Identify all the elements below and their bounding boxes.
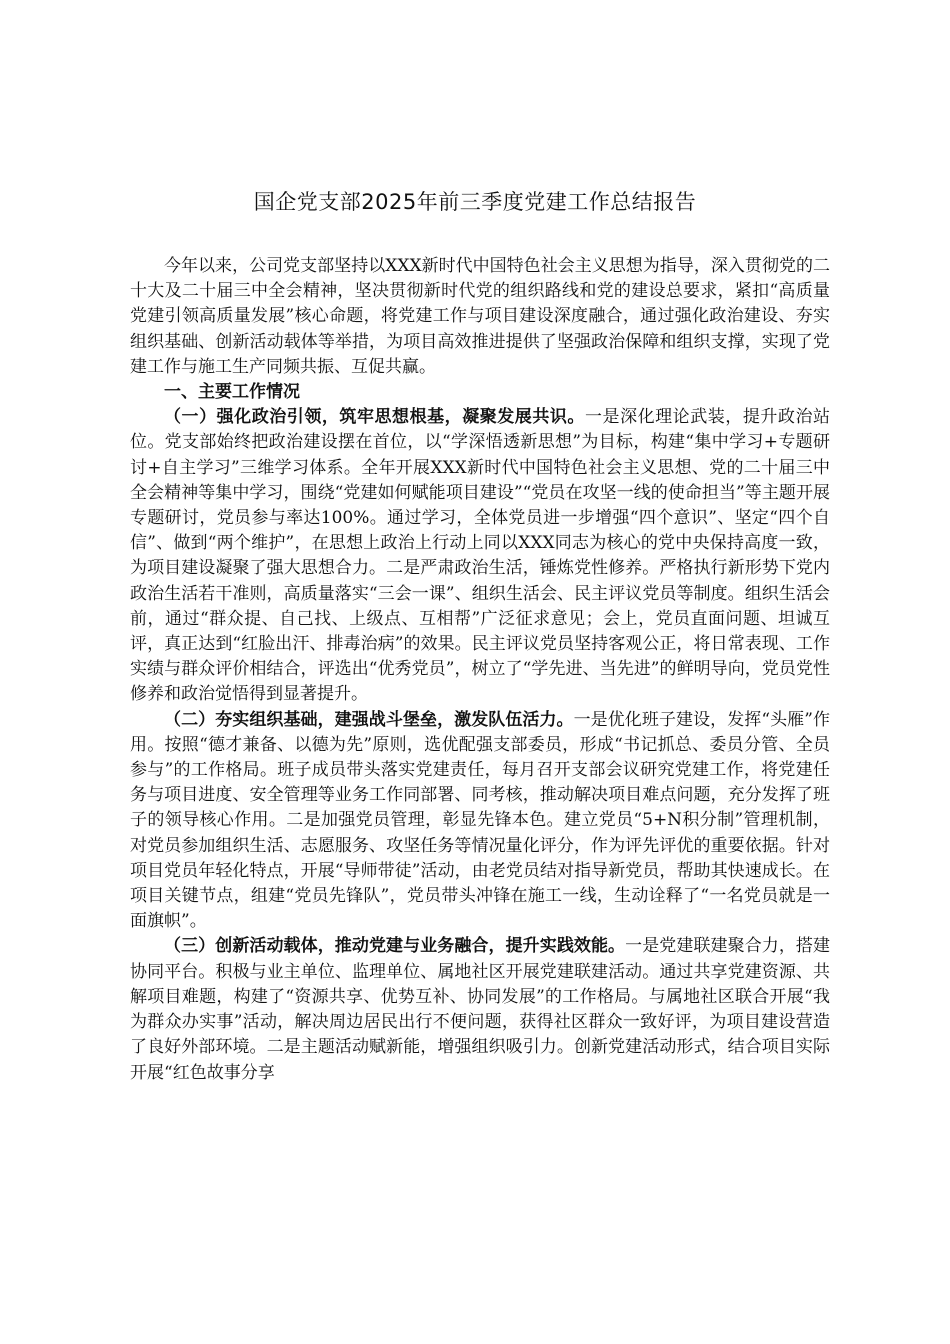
item-text-3: 一是党建联建聚合力，搭建协同平台。积极与业主单位、监理单位、属地社区开展党建联建活动。通过共享党建资源、共解项目难题，构建了“资源共享、优势互补、协同发展”的工作格局。与属地社区联合开展“我为群众办实事”活动，解决周边居民出行不便问题，获得社区群众一致好评，为项目建设营造了良好外部环境。二是主题活动赋新能，增强组织吸引力。创新党建活动形式，结合项目实际开展“红色故事分享 <box>130 936 831 1083</box>
item-paragraph-1 <box>130 405 830 707</box>
section-heading: 一、主要工作情况 <box>164 382 300 403</box>
item-text-1: 一是深化理论武装，提升政治站位。党支部始终把政治建设摆在首位，以“学深悟透新思想”为目标，构建“集中学习+专题研讨+自主学习”三维学习体系。全年开展XXX新时代中国特色社会主义思想、党的二十届三中全会精神等集中学习，围绕“党建如何赋能项目建设”“党员在攻坚一线的使命担当”等主题开展专题研讨，党员参与率达100%。通过学习，全体党员进一步增强“四个意识”、坚定“四个自信”、做到“两个维护”，在思想上政治上行动上同以XXX同志为核心的党中央保持高度一致，为项目建设凝聚了强大思想合力。二是严肃政治生活，锤炼党性修养。严格执行新形势下党内政治生活若干准则，高质量落实“三会一课”、组织生活会、民主评议党员等制度。组织生活会前，通过“群众提、自己找、上级点、互相帮”广泛征求意见；会上，党员直面问题、坦诚互评，真正达到“红脸出汗、排毒治病”的效果。民主评议党员坚持客观公正，将日常表现、工作实绩与群众评价相结合，评选出“优秀党员”，树立了“学先进、当先进”的鲜明导向，党员党性修养和政治觉悟得到显著提升。 <box>130 407 831 705</box>
item-paragraph-3 <box>130 934 830 1085</box>
document-body <box>130 254 830 1086</box>
intro-paragraph: 今年以来，公司党支部坚持以XXX新时代中国特色社会主义思想为指导，深入贯彻党的二十大及二十届三中全会精神，坚决贯彻新时代党的组织路线和党的建设总要求，紧扣“高质量党建引领高质量发展”核心命题，将党建工作与项目建设深度融合，通过强化政治建设、夯实组织基础、创新活动载体等举措，为项目高效推进提供了坚强政治保障和组织支撑，实现了党建工作与施工生产同频共振、互促共赢。 <box>130 256 830 377</box>
item-lead-2: （二）夯实组织基础，建强战斗堡垒，激发队伍活力。 <box>164 709 574 730</box>
document-title: 国企党支部2025年前三季度党建工作总结报告 <box>253 190 697 214</box>
item-paragraph-2 <box>130 708 830 935</box>
item-text-2: 一是优化班子建设，发挥“头雁”作用。按照“德才兼备、以德为先”原则，选优配强支部委员，形成“书记抓总、委员分管、全员参与”的工作格局。班子成员带头落实党建责任，每月召开支部会议研究党建工作，将党建任务与项目进度、安全管理等业务工作同部署、同考核，推动解决项目难点问题，充分发挥了班子的领导核心作用。二是加强党员管理，彰显先锋本色。建立党员“5+N积分制”管理机制，对党员参加组织生活、志愿服务、攻坚任务等情况量化评分，作为评先评优的重要依据。针对项目党员年轻化特点，开展“导师带徒”活动，由老党员结对指导新党员，帮助其快速成长。在项目关键节点，组建“党员先锋队”，党员带头冲锋在施工一线，生动诠释了“一名党员就是一面旗帜”。 <box>130 709 830 932</box>
item-lead-1: （一）强化政治引领，筑牢思想根基，凝聚发展共识。 <box>164 407 585 428</box>
item-lead-3: （三）创新活动载体，推动党建与业务融合，提升实践效能。 <box>164 936 626 957</box>
